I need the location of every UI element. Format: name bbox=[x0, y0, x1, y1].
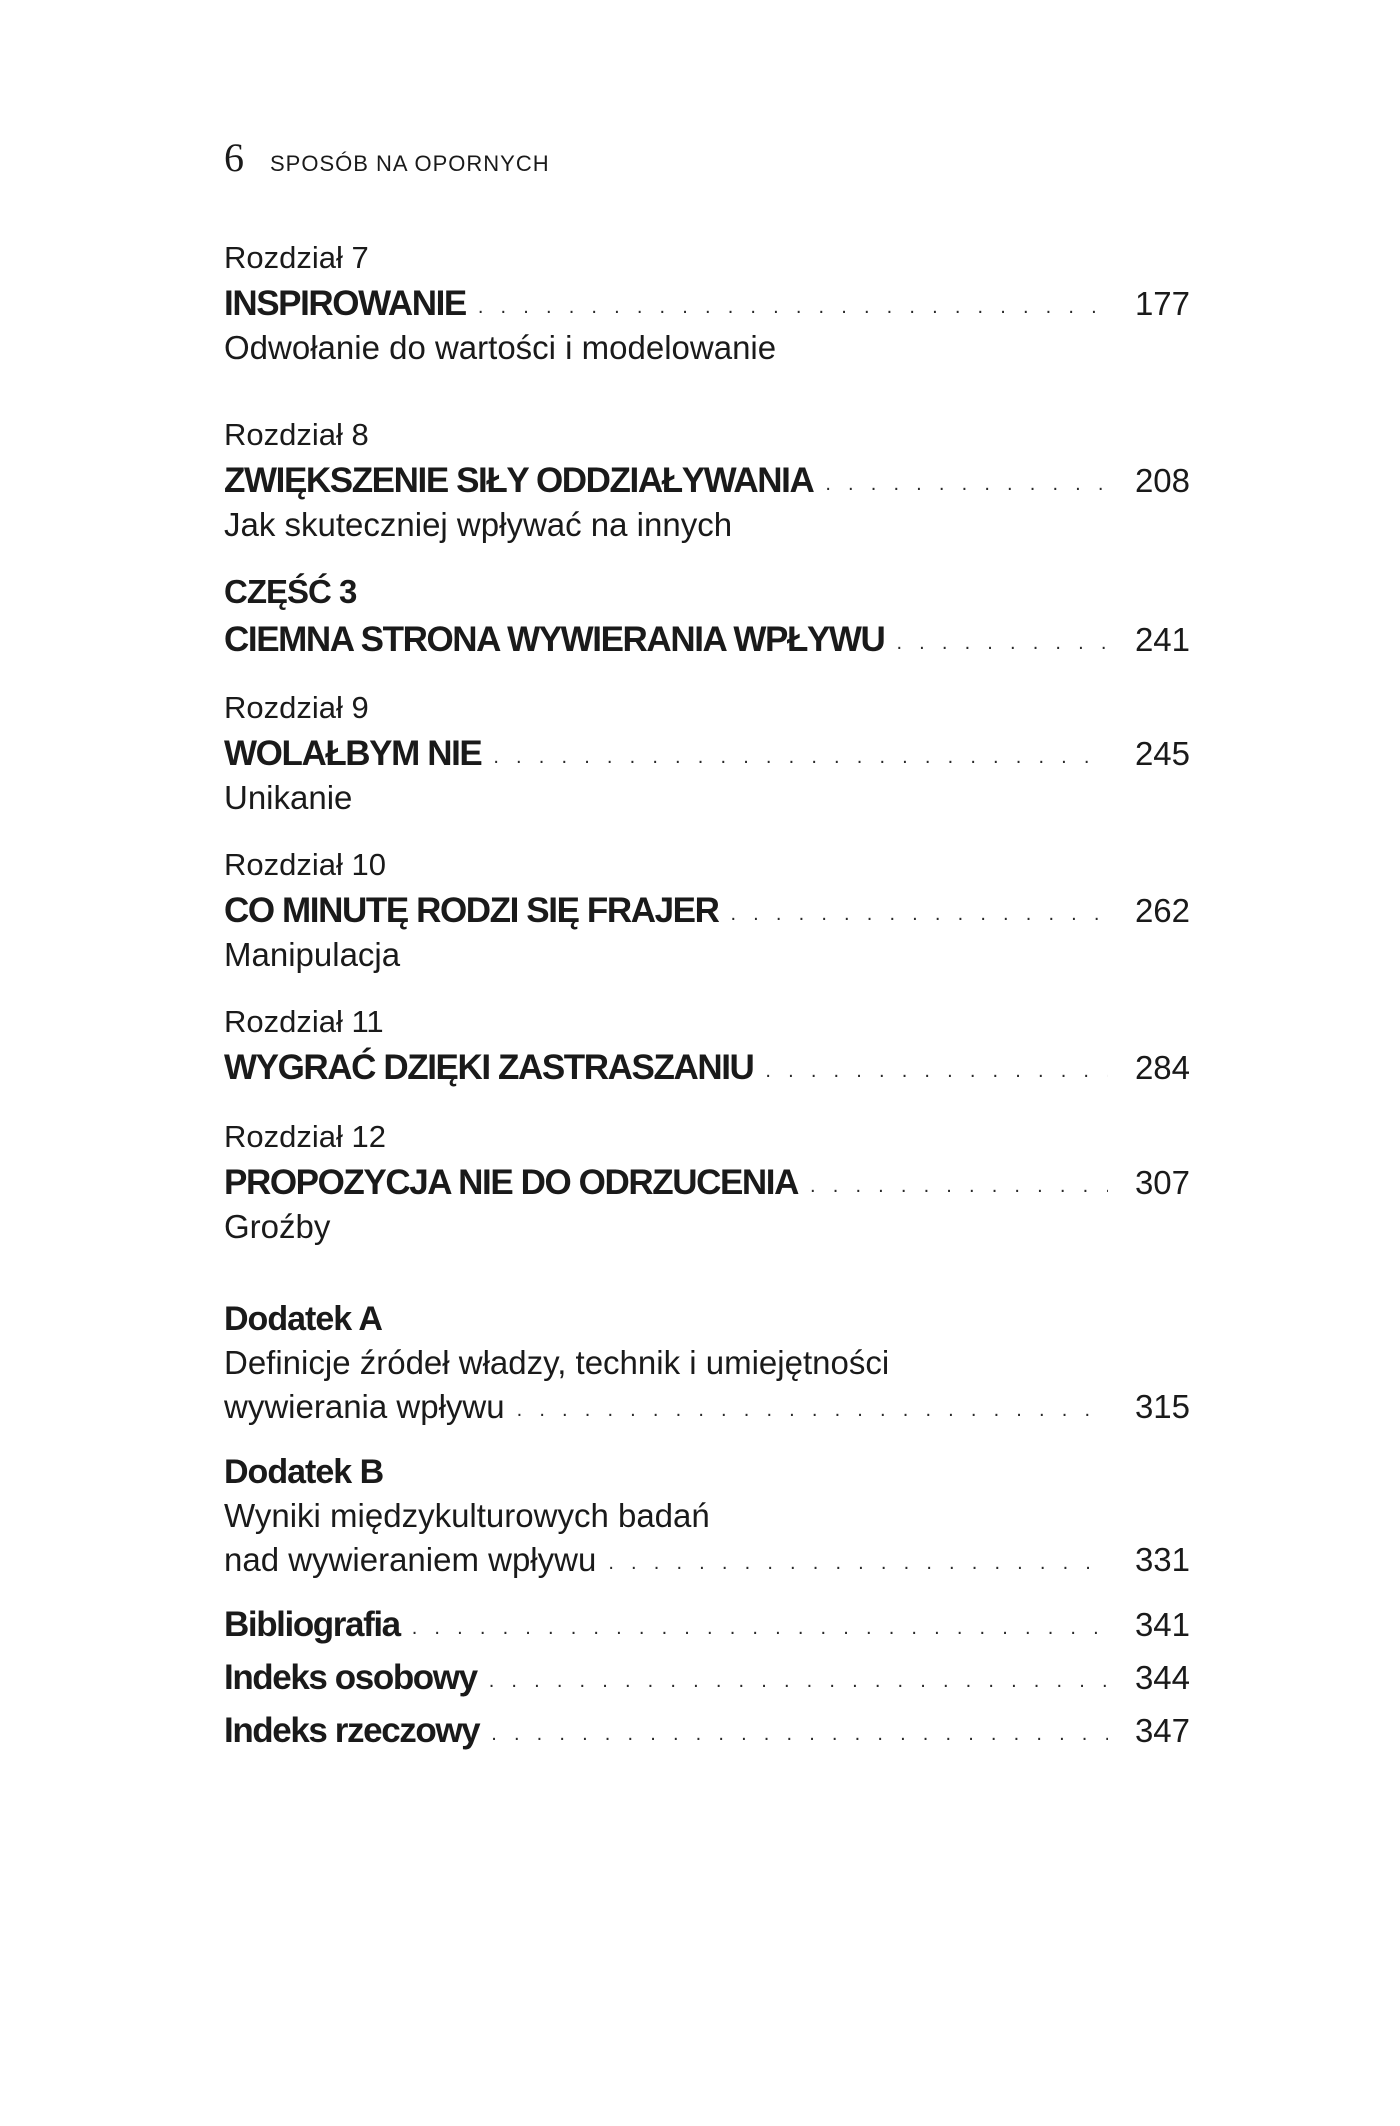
chapter-subtitle: Unikanie bbox=[224, 779, 353, 816]
chapter-title: INSPIROWANIE bbox=[224, 284, 466, 323]
dot-leader bbox=[491, 1712, 1108, 1756]
part-title: CIEMNA STRONA WYWIERANIA WPŁYWU bbox=[224, 620, 885, 659]
toc-entry bbox=[224, 459, 1190, 503]
toc-chapter-9 bbox=[224, 688, 1190, 820]
page-reference: 241 bbox=[1134, 621, 1190, 658]
toc-entry bbox=[224, 1385, 1190, 1429]
dot-leader bbox=[825, 462, 1108, 506]
appendix-label: Dodatek B bbox=[224, 1453, 384, 1491]
toc-entry bbox=[224, 1709, 1190, 1753]
index-subjects-title: Indeks rzeczowy bbox=[224, 1711, 480, 1750]
toc-index-subjects bbox=[224, 1709, 1190, 1753]
chapter-label: Rozdział 8 bbox=[224, 417, 369, 452]
toc-bibliography bbox=[224, 1603, 1190, 1647]
dot-leader bbox=[493, 735, 1108, 779]
page-reference: 262 bbox=[1134, 892, 1190, 929]
toc-entry bbox=[224, 1161, 1190, 1205]
toc-chapter-10 bbox=[224, 845, 1190, 977]
chapter-label: Rozdział 10 bbox=[224, 847, 386, 882]
chapter-subtitle: Manipulacja bbox=[224, 936, 401, 973]
chapter-title: WOLAŁBYM NIE bbox=[224, 734, 482, 773]
dot-leader bbox=[608, 1541, 1108, 1585]
appendix-description-continued: nad wywieranie​m wpływu bbox=[224, 1541, 597, 1578]
chapter-label: Rozdział 11 bbox=[224, 1004, 384, 1039]
appendix-label: Dodatek A bbox=[224, 1300, 382, 1338]
dot-leader bbox=[489, 1659, 1108, 1703]
page-reference: 315 bbox=[1134, 1388, 1190, 1425]
page-reference: 331 bbox=[1134, 1541, 1190, 1578]
dot-leader bbox=[412, 1606, 1108, 1650]
page-reference: 344 bbox=[1134, 1659, 1190, 1696]
part-label: CZĘŚĆ 3 bbox=[224, 573, 357, 610]
dot-leader bbox=[730, 892, 1108, 936]
toc-part-3 bbox=[224, 572, 1190, 662]
chapter-subtitle: Odwołanie do wartości i modelowanie bbox=[224, 329, 777, 366]
toc-chapter-8 bbox=[224, 415, 1190, 547]
chapter-title: WYGRAĆ DZIĘKI ZASTRASZANIU bbox=[224, 1048, 754, 1087]
chapter-title: ZWIĘKSZENIE SIŁY ODDZIAŁYWANIA bbox=[224, 461, 814, 500]
page-number: 6 bbox=[224, 135, 244, 180]
dot-leader bbox=[765, 1049, 1108, 1093]
toc-appendix-b bbox=[224, 1450, 1190, 1582]
appendix-description: Definicje źródeł władzy, technik i umiejętności bbox=[224, 1344, 890, 1381]
appendix-description-continued: wywierania wpływu bbox=[224, 1388, 505, 1425]
page-reference: 307 bbox=[1134, 1164, 1190, 1201]
toc-entry bbox=[224, 1656, 1190, 1700]
page-reference: 341 bbox=[1134, 1606, 1190, 1643]
dot-leader bbox=[478, 285, 1108, 329]
page-reference: 347 bbox=[1134, 1712, 1190, 1749]
dot-leader bbox=[896, 621, 1108, 665]
toc-appendix-a bbox=[224, 1297, 1190, 1429]
page-reference: 284 bbox=[1134, 1049, 1190, 1086]
running-head bbox=[224, 135, 550, 180]
toc-entry bbox=[224, 1538, 1190, 1582]
dot-leader bbox=[517, 1388, 1108, 1432]
book-title: SPOSÓB NA OPORNYCH bbox=[270, 151, 550, 176]
chapter-subtitle: Groźby bbox=[224, 1208, 331, 1245]
chapter-label: Rozdział 9 bbox=[224, 690, 369, 725]
toc-chapter-7 bbox=[224, 238, 1190, 370]
bibliography-title: Bibliografia bbox=[224, 1605, 400, 1644]
chapter-title: CO MINUTĘ RODZI SIĘ FRAJER bbox=[224, 891, 719, 930]
toc-entry bbox=[224, 889, 1190, 933]
chapter-label: Rozdział 12 bbox=[224, 1119, 386, 1154]
toc-entry bbox=[224, 618, 1190, 662]
chapter-subtitle: Jak skuteczniej wpływać na innych bbox=[224, 506, 733, 543]
page-reference: 177 bbox=[1134, 285, 1190, 322]
toc-entry bbox=[224, 732, 1190, 776]
toc-chapter-11 bbox=[224, 1002, 1190, 1090]
toc-chapter-12 bbox=[224, 1117, 1190, 1249]
page-reference: 208 bbox=[1134, 462, 1190, 499]
toc-index-persons bbox=[224, 1656, 1190, 1700]
toc-entry bbox=[224, 282, 1190, 326]
appendix-description: Wyniki międzykulturowych badań bbox=[224, 1497, 710, 1534]
page-reference: 245 bbox=[1134, 735, 1190, 772]
index-persons-title: Indeks osobowy bbox=[224, 1658, 477, 1697]
toc-entry bbox=[224, 1046, 1190, 1090]
chapter-title: PROPOZYCJA NIE DO ODRZUCENIA bbox=[224, 1163, 799, 1202]
toc-entry bbox=[224, 1603, 1190, 1647]
dot-leader bbox=[810, 1164, 1108, 1208]
chapter-label: Rozdział 7 bbox=[224, 240, 369, 275]
